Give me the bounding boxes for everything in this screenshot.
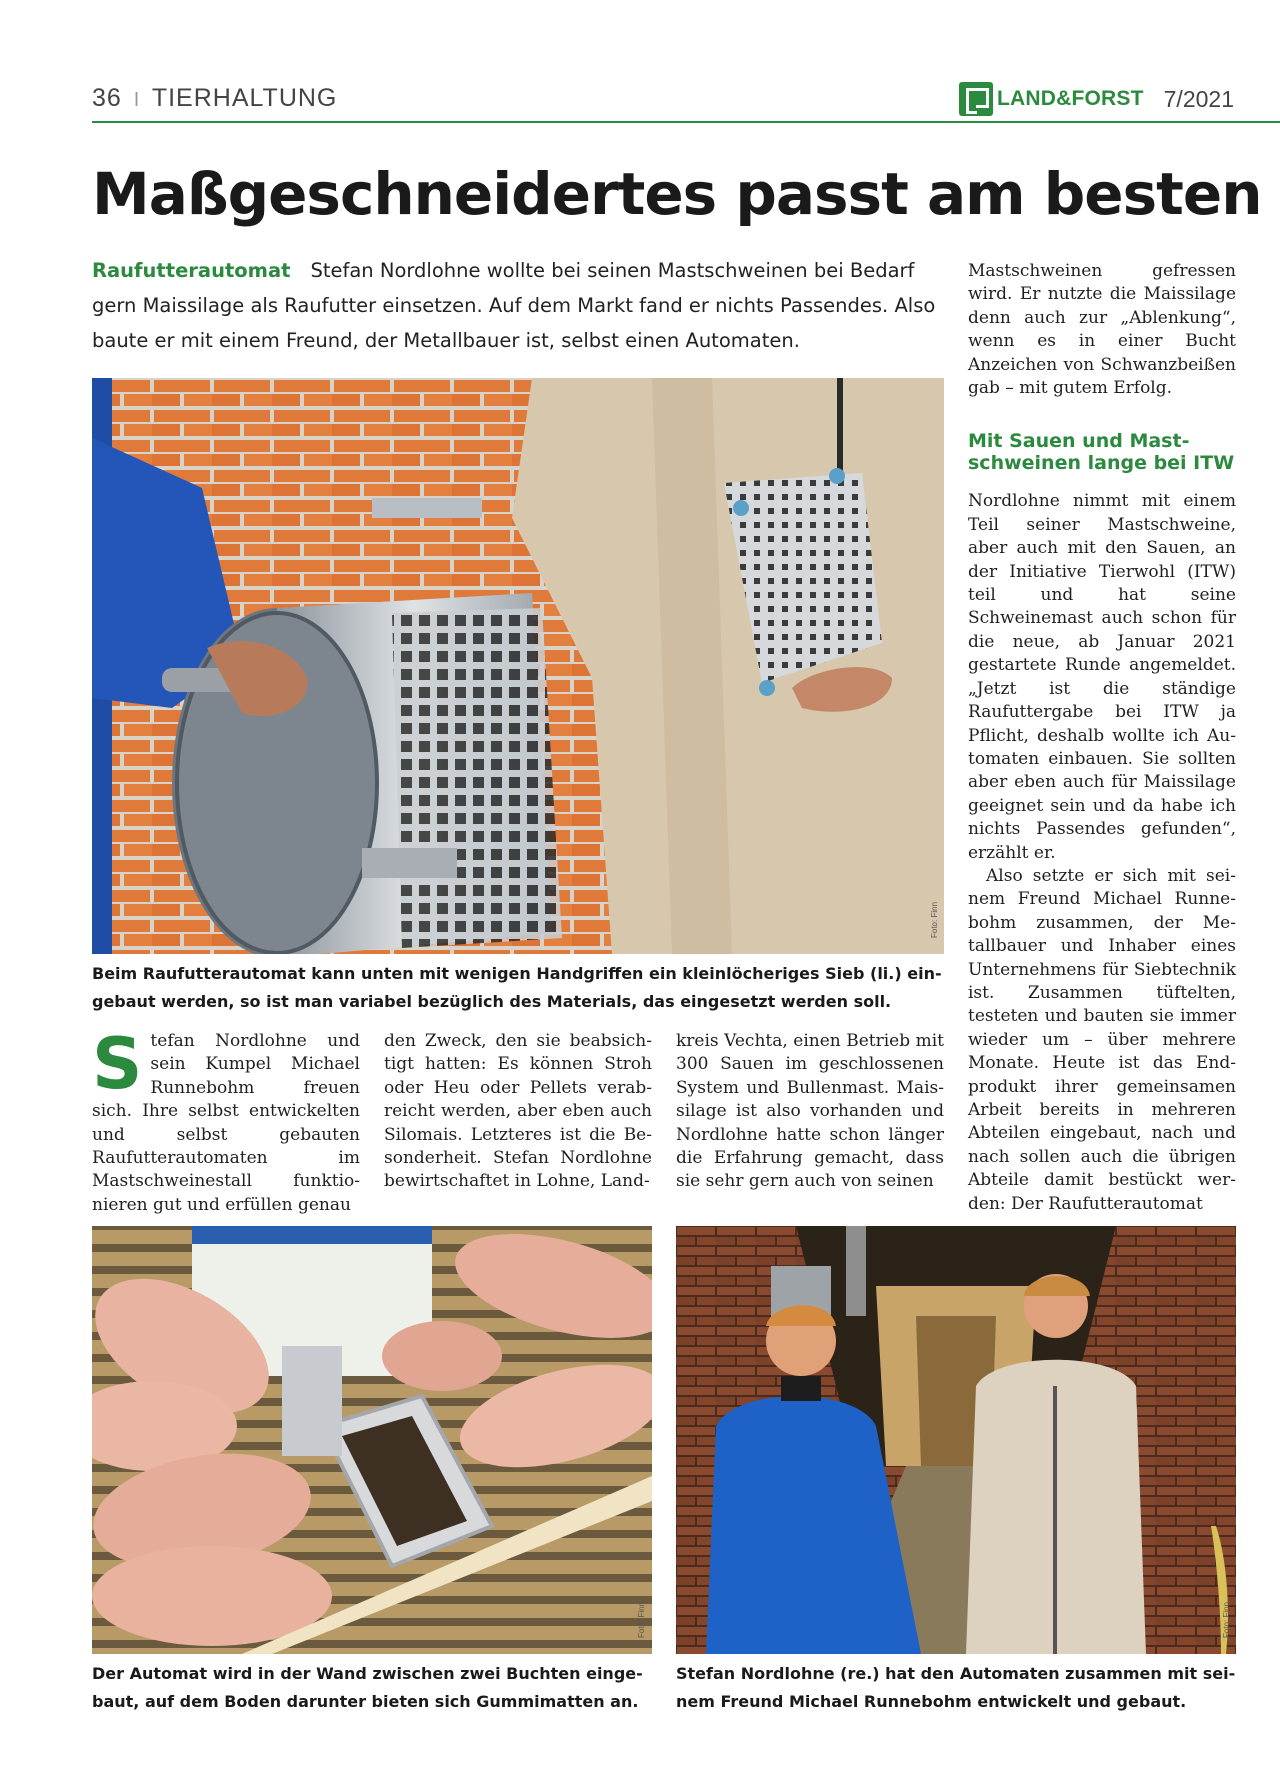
article-lead bbox=[92, 253, 952, 358]
issue-number: 7/2021 bbox=[1163, 85, 1234, 112]
brand-logo bbox=[959, 82, 1144, 116]
portrait-photo-caption: Stefan Nordlohne (re.) hat den Automaten zusammen mit seinem Freund Michael Runnebohm entwickelt und gebaut. bbox=[676, 1664, 1236, 1711]
pigs-photo bbox=[92, 1226, 652, 1654]
brand-name: LAND&FORST bbox=[996, 87, 1144, 110]
body-text-col3: kreis Vechta, einen Betrieb mit 300 Sauen im geschlossenen System und Bullenmast. Maissilage ist also vorhanden und Nordlohne hatte schon länger die Erfahrung gemacht, dass sie sehr gern auch von seinen bbox=[676, 1031, 944, 1192]
brand-logo-icon bbox=[959, 82, 993, 116]
article-subheading: Mit Sauen und Mastschweinen lange bei ITW bbox=[968, 430, 1235, 475]
article-headline: Maßgeschneidertes passt am besten bbox=[92, 160, 1262, 228]
masthead bbox=[959, 82, 1234, 116]
dropcap-letter: S bbox=[92, 1023, 143, 1105]
body-text-col4-p1: Mastschweinen gefressen wird. Er nutzte die Maissilage denn auch zur „Ablenkung“, wenn es in einer Bucht Anzeichen von Schwanzbeißen gab – mit gutem Erfolg. bbox=[968, 261, 1236, 399]
portrait-photo-illustration bbox=[676, 1226, 1236, 1654]
pigs-photo-caption: Der Automat wird in der Wand zwischen zwei Buchten eingebaut, auf dem Boden darunter bieten sich Gummimatten an. bbox=[92, 1664, 643, 1711]
pigs-photo-credit: Foto: Finn bbox=[637, 1601, 646, 1638]
section-name: TIERHALTUNG bbox=[151, 84, 338, 112]
body-text-col1: tefan Nordlohne und sein Kumpel Michael Runnebohm freuen sich. Ihre selbst entwickelten und selbst gebauten Raufutterautomaten im Mastschweinestall funktionieren gut und erfüllen genau bbox=[92, 1031, 360, 1215]
body-column-3 bbox=[676, 1030, 944, 1194]
portrait-photo bbox=[676, 1226, 1236, 1654]
lead-rubric: Raufutterautomat bbox=[92, 259, 291, 282]
header-rule bbox=[92, 121, 1280, 123]
page-number: 36 bbox=[92, 84, 122, 112]
header-separator: I bbox=[133, 89, 141, 111]
portrait-photo-credit: Foto: Finn bbox=[1222, 1601, 1231, 1638]
body-text-col2: den Zweck, den sie beabsichtigt hatten: Es können Stroh oder Heu oder Pellets verabreicht werden, aber eben auch Silomais. Letzteres ist die Besonderheit. Stefan Nordlohne bewirtschaftet in Lohne, Land- bbox=[384, 1031, 652, 1192]
body-column-1 bbox=[92, 1023, 360, 1217]
body-column-4 bbox=[968, 260, 1236, 1216]
feeder-photo-illustration bbox=[92, 378, 944, 954]
main-photo bbox=[92, 378, 944, 954]
pigs-photo-illustration bbox=[92, 1226, 652, 1654]
lead-text: Stefan Nordlohne wollte bei seinen Mastschweinen bei Bedarf gern Maissilage als Raufutter einsetzen. Auf dem Markt fand er nichts Passendes. Also baute er mit einem Freund, der Metallbauer ist, selbst einen Automaten. bbox=[92, 259, 936, 352]
body-column-2 bbox=[384, 1030, 652, 1194]
body-text-col4-p2: Nordlohne nimmt mit einem Teil seiner Mastschweine, aber auch mit den Sauen, an der Initiative Tierwohl (ITW) teil und hat seine Schweinemast auch schon für die neue, ab Januar 2021 gestartete Runde angemeldet. „Jetzt ist die ständige Raufuttergabe bei ITW ja Pflicht, deshalb wollte ich Automaten einbauen. Sie sollten aber eben auch für Maissilage geeignet sein und da habe ich nichts Passendes gefunden“, erzählt er. bbox=[968, 491, 1236, 863]
main-photo-credit: Foto: Finn bbox=[930, 901, 939, 938]
running-head bbox=[92, 84, 337, 113]
main-photo-caption: Beim Raufutterautomat kann unten mit wenigen Handgriffen ein kleinlöcheriges Sieb (li.) eingebaut werden, so ist man variabel bezüglich des Materials, das eingesetzt werden soll. bbox=[92, 964, 942, 1011]
body-text-col4-p3: Also setzte er sich mit seinem Freund Michael Runnebohm zusammen, der Metallbauer und Inhaber eines Unternehmens für Siebtechnik ist. Zusammen tüftelten, testeten und bauten sie immer wieder um – über mehrere Monate. Heute ist das Endprodukt ihrer gemeinsamen Arbeit bereits in mehreren Abteilen eingebaut, nach und nach sollen auch die übrigen Abteile damit bestückt werden: Der Raufutterautomat bbox=[968, 865, 1236, 1214]
